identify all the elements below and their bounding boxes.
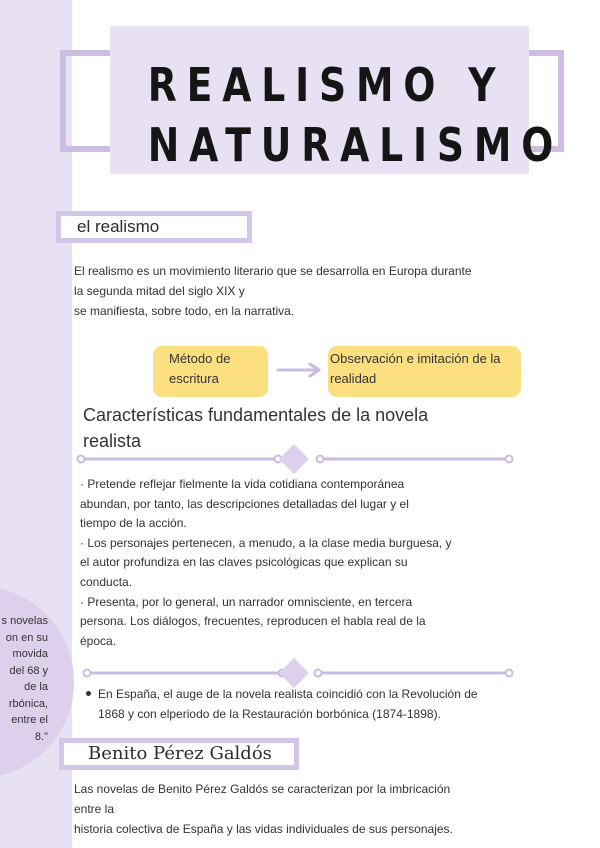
- galdos-text: [74, 779, 504, 839]
- galdos-line: historia colectiva de España y las vidas individuales de sus personajes.: [74, 822, 453, 836]
- spain-line: 1868 y con elperiodo de la Restauración borbónica (1874-1898).: [98, 707, 441, 721]
- quote-text: [0, 613, 48, 745]
- method-label-line: escritura: [169, 371, 219, 386]
- title-banner: [110, 26, 564, 174]
- quote-line: entre el: [11, 714, 48, 726]
- galdos-line: Las novelas de Benito Pérez Galdós se caracterizan por la imbricación: [74, 782, 451, 796]
- galdos-line: entre la: [74, 802, 115, 816]
- characteristics-line: · Pretende reflejar fielmente la vida cotidiana contemporánea: [80, 477, 405, 491]
- characteristics-line: tiempo de la acción.: [80, 516, 187, 531]
- spain-line: En España, el auge de la novela realista coincidió con la Revolución de: [98, 687, 478, 701]
- galdos-heading: Benito Pérez Galdós: [88, 743, 272, 764]
- quote-line: de la: [24, 681, 48, 693]
- characteristics-line: · Los personajes pertenecen, a menudo, a la clase media burguesa, y: [80, 535, 452, 550]
- method-value-box: [328, 346, 521, 397]
- intro-line: se manifiesta, sobre todo, en la narrativa.: [74, 304, 295, 318]
- quote-line: rbónica,: [8, 697, 48, 710]
- intro-line: la segunda mitad del siglo XIX y: [74, 284, 245, 298]
- title-line-2: NATURALISMO: [147, 118, 564, 172]
- quote-line: 8.": [34, 730, 48, 743]
- quote-line: s novelas: [1, 615, 48, 627]
- characteristics-line: época.: [80, 633, 117, 648]
- realismo-intro: [74, 261, 524, 321]
- quote-line: movida: [12, 648, 48, 660]
- divider-ornament: [76, 444, 516, 474]
- characteristics-heading: Características fundamentales de la novela realista: [83, 405, 429, 451]
- realismo-heading: el realismo: [77, 217, 160, 236]
- characteristics-list: [80, 475, 500, 651]
- arrow-right-icon: [276, 361, 324, 379]
- quote-line: on en su: [5, 631, 48, 644]
- characteristics-line: · Presenta, por lo general, un narrador omnisciente, en tercera: [80, 594, 413, 609]
- method-value-line: realidad: [330, 371, 377, 386]
- characteristics-line: abundan, por tanto, las descripciones detalladas del lugar y el: [80, 496, 409, 511]
- method-label-box: [153, 346, 268, 397]
- quote-line: del 68 y: [9, 664, 48, 677]
- characteristics-line: conducta.: [80, 574, 133, 589]
- characteristics-line: persona. Los diálogos, frecuentes, reproducen el habla real de la: [80, 614, 426, 629]
- title-line-1: REALISMO Y: [147, 58, 506, 112]
- method-label-line: Método de: [169, 351, 231, 366]
- characteristics-line: el autor profundiza en las claves psicológicas que explican su: [80, 555, 408, 570]
- spain-bullet: [80, 684, 520, 724]
- title-bracket-left: [60, 50, 110, 152]
- method-value-line: Observación e imitación de la: [330, 351, 501, 366]
- intro-line: El realismo es un movimiento literario que se desarrolla en Europa durante: [74, 264, 472, 278]
- bullet-dot-icon: [86, 691, 91, 696]
